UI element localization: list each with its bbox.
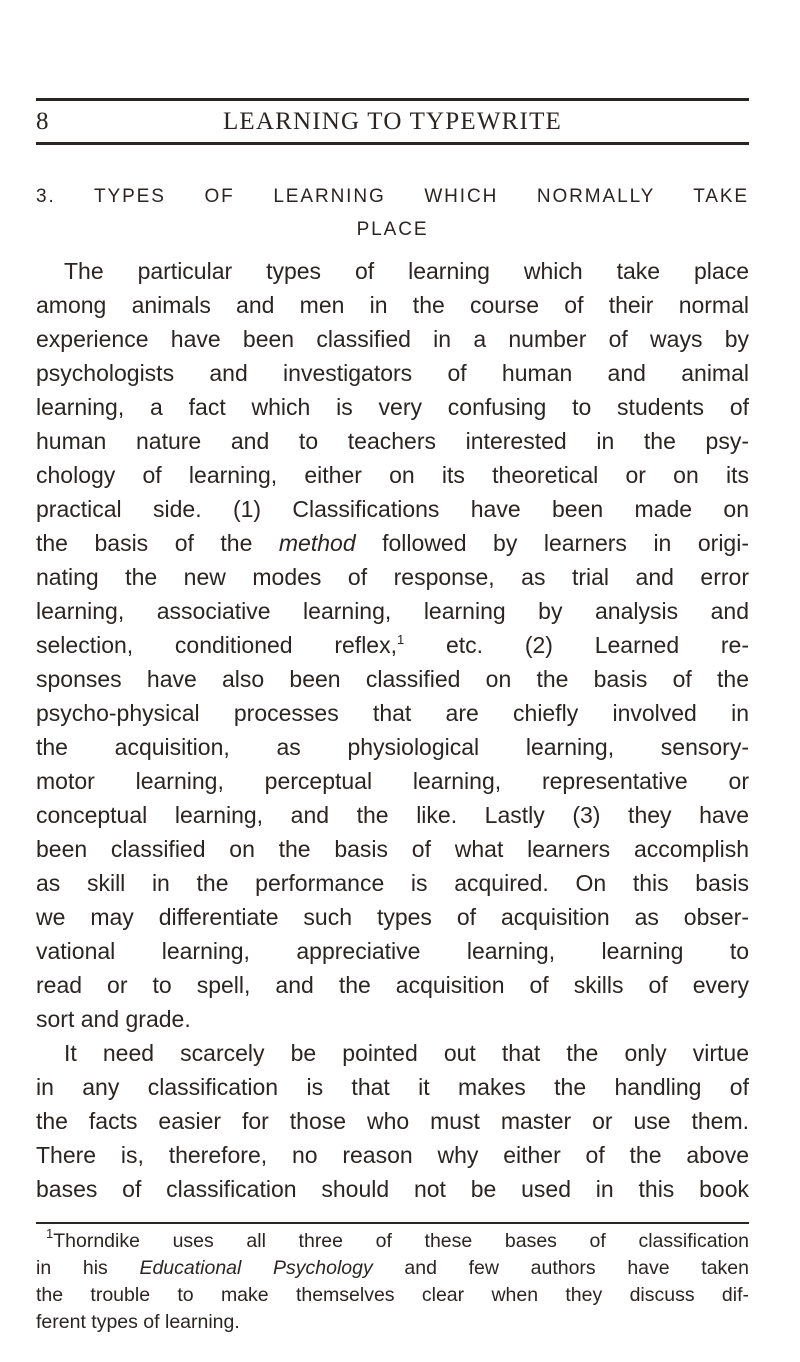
text-fragment: in his <box>36 1257 140 1279</box>
running-head <box>36 103 749 141</box>
text-fragment: the basis of the <box>36 530 279 556</box>
text-line: The particular types of learning which take place <box>64 258 749 284</box>
footnote <box>36 1228 749 1336</box>
section-number: 3. <box>36 186 56 207</box>
text-line: learning, a fact which is very confusing to students of <box>36 394 749 420</box>
text-line: psycho-physical processes that are chiefly involved in <box>36 700 749 726</box>
section-title-line-1: TYPES OF LEARNING WHICH NORMALLY TAKE <box>94 186 750 207</box>
text-line: conceptual learning, and the like. Lastly (3) they have <box>36 802 749 828</box>
text-line: learning, associative learning, learning by analysis and <box>36 598 749 624</box>
text-line: been classified on the basis of what learners accomplish <box>36 836 749 862</box>
text-fragment: and few authors have taken <box>372 1257 749 1279</box>
footnote-line <box>36 1228 749 1255</box>
text-line <box>36 526 749 560</box>
text-line: nating the new modes of response, as trial and error <box>36 564 749 590</box>
section-heading <box>36 180 749 246</box>
footnote-reference: 1 <box>396 632 405 647</box>
text-line: sponses have also been classified on the basis of the <box>36 666 749 692</box>
text-fragment: Thorndike uses all three of these bases of classification <box>53 1230 749 1252</box>
text-line <box>36 628 749 662</box>
section-heading-line-1 <box>36 180 749 213</box>
text-line: human nature and to teachers interested in the psy- <box>36 428 749 454</box>
text-line: read or to spell, and the acquisition of skills of every <box>36 972 749 998</box>
text-line: among animals and men in the course of their normal <box>36 292 749 318</box>
text-fragment: etc. (2) Learned re- <box>404 632 749 658</box>
text-line: motor learning, perceptual learning, representative or <box>36 768 749 794</box>
footnote-divider <box>36 1222 749 1224</box>
text-line: the acquisition, as physiological learning, sensory- <box>36 734 749 760</box>
page-number: 8 <box>36 108 49 135</box>
footnote-line: the trouble to make themselves clear when they discuss dif- <box>36 1284 749 1306</box>
text-line: bases of classification should not be used in this book <box>36 1176 749 1202</box>
text-fragment: followed by learners in origi- <box>355 530 749 556</box>
text-line: psychologists and investigators of human and animal <box>36 360 749 386</box>
footnote-line <box>36 1255 749 1282</box>
footnote-marker: 1 <box>46 1226 54 1241</box>
text-line: the facts easier for those who must master or use them. <box>36 1108 749 1134</box>
running-title: LEARNING TO TYPEWRITE <box>222 108 563 135</box>
book-title: Educational Psychology <box>139 1257 373 1279</box>
text-line: sort and grade. <box>36 1006 191 1032</box>
body-text <box>36 254 749 1206</box>
footnote-line: ferent types of learning. <box>36 1311 240 1333</box>
text-line: in any classification is that it makes the handling of <box>36 1074 749 1100</box>
text-line: vational learning, appreciative learning, learning to <box>36 938 749 964</box>
header-top-rule <box>36 98 749 101</box>
emphasized-word: method <box>278 530 356 556</box>
text-fragment: selection, conditioned reflex, <box>36 632 397 658</box>
text-line: experience have been classified in a number of ways by <box>36 326 749 352</box>
text-line: It need scarcely be pointed out that the only virtue <box>64 1040 749 1066</box>
header-bottom-rule <box>36 142 749 145</box>
text-line: we may differentiate such types of acquisition as obser- <box>36 904 749 930</box>
text-line: There is, therefore, no reason why either of the above <box>36 1142 749 1168</box>
section-title-line-2: PLACE <box>356 219 429 240</box>
text-line: chology of learning, either on its theoretical or on its <box>36 462 749 488</box>
text-line: as skill in the performance is acquired. On this basis <box>36 870 749 896</box>
text-line: practical side. (1) Classifications have been made on <box>36 496 749 522</box>
